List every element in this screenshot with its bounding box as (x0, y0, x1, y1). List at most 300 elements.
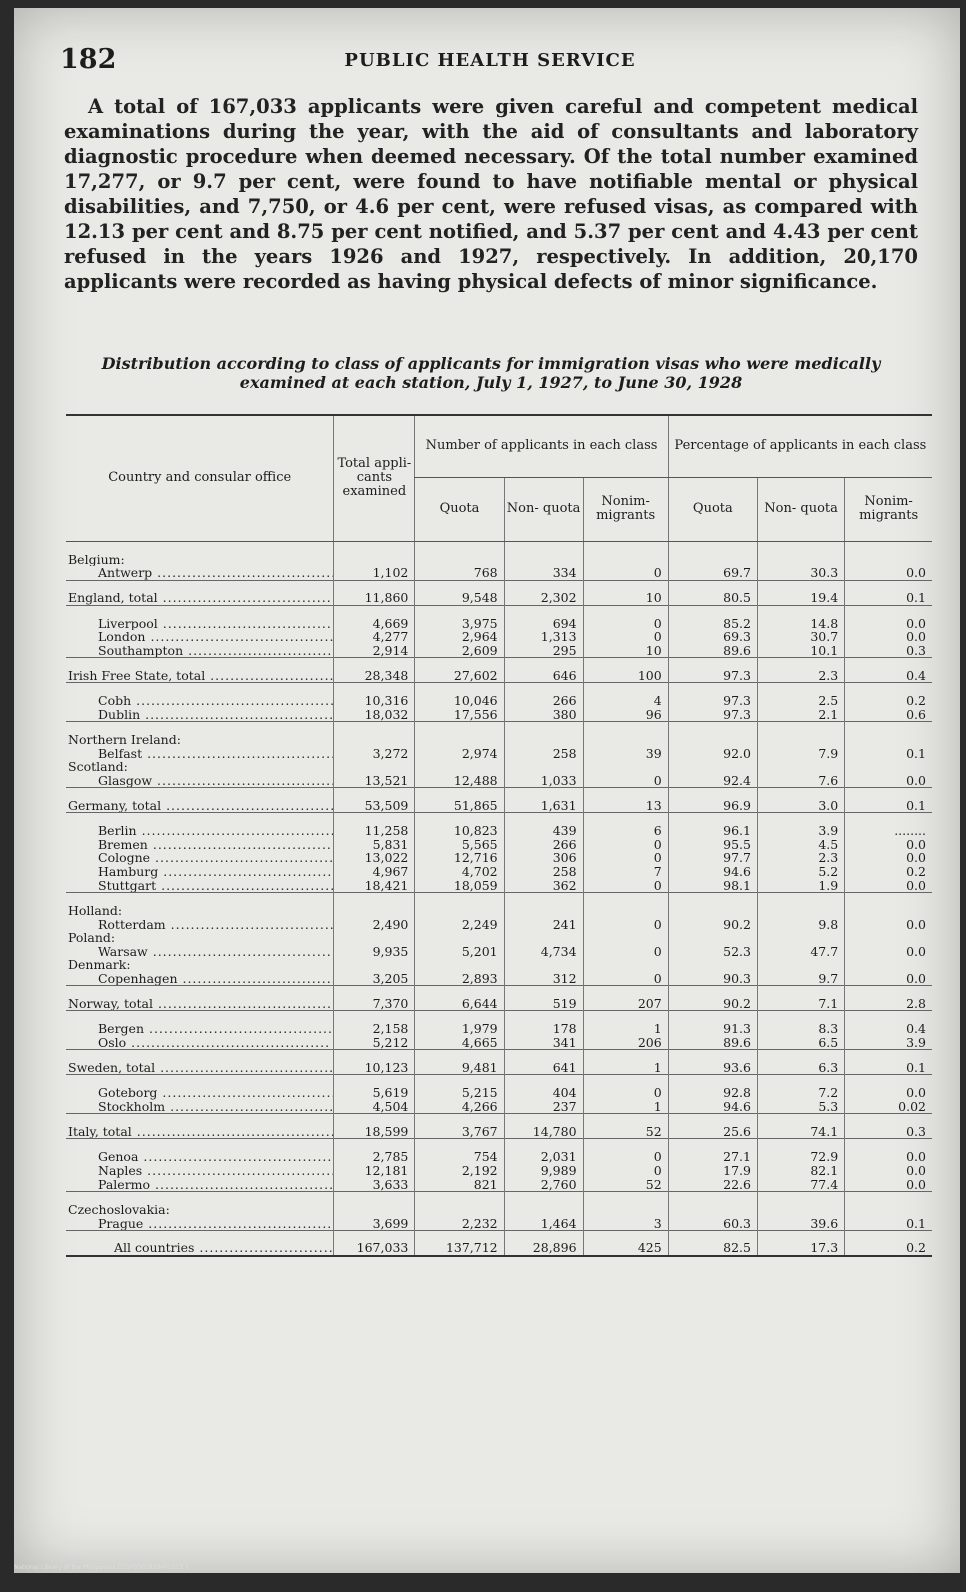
row-label (66, 1178, 334, 1192)
cell-total: 11,860 (334, 580, 415, 605)
cell-pq: 90.2 (668, 918, 757, 932)
table-row (66, 931, 932, 945)
row-label (66, 851, 334, 865)
row-label-text: Berlin ..... (98, 823, 334, 838)
row-label (66, 986, 334, 1011)
cell-quota: 1,979 (415, 1011, 504, 1036)
cell-nonquota: 2,302 (504, 580, 583, 605)
cell-total: 10,123 (334, 1050, 415, 1075)
cell-total (334, 722, 415, 747)
cell-pq: 80.5 (668, 580, 757, 605)
cell-pni: 0.0 (845, 605, 932, 630)
cell-pnq: 2.3 (757, 658, 844, 683)
cell-pni: 0.0 (845, 1178, 932, 1192)
cell-nonquota: 9,989 (504, 1164, 583, 1178)
cell-pni: 3.9 (845, 1036, 932, 1050)
row-label (66, 918, 334, 932)
cell-quota: 2,192 (415, 1164, 504, 1178)
cell-quota: 27,602 (415, 658, 504, 683)
header-pct-quota: Quota (668, 477, 757, 541)
cell-nonquota: 1,631 (504, 788, 583, 813)
cell-pnq: 77.4 (757, 1178, 844, 1192)
table-row (66, 918, 932, 932)
table-row (66, 851, 932, 865)
cell-pnq: 47.7 (757, 945, 844, 959)
cell-total: 167,033 (334, 1231, 415, 1256)
row-label-text: Naples ..... (98, 1164, 334, 1178)
cell-pq: 25.6 (668, 1114, 757, 1139)
cell-quota: 4,665 (415, 1036, 504, 1050)
table-row (66, 644, 932, 658)
cell-quota: 2,964 (415, 630, 504, 644)
cell-nonimm (583, 893, 668, 918)
cell-pq: 89.6 (668, 644, 757, 658)
cell-nonimm (583, 760, 668, 774)
row-label-text: Palermo ..... (98, 1178, 334, 1192)
cell-pnq: 9.7 (757, 972, 844, 986)
cell-pni: 0.3 (845, 644, 932, 658)
cell-pnq: 82.1 (757, 1164, 844, 1178)
cell-total: 2,158 (334, 1011, 415, 1036)
cell-total: 11,258 (334, 813, 415, 838)
cell-nonimm: 52 (583, 1178, 668, 1192)
cell-pnq: 17.3 (757, 1231, 844, 1256)
cell-pnq: 3.9 (757, 813, 844, 838)
table-row (66, 1178, 932, 1192)
table-row (66, 879, 932, 893)
cell-total: 2,785 (334, 1139, 415, 1164)
row-label (66, 1217, 334, 1231)
cell-total: 18,032 (334, 708, 415, 722)
cell-quota: 137,712 (415, 1231, 504, 1256)
cell-pq: 17.9 (668, 1164, 757, 1178)
row-label (66, 1231, 334, 1256)
cell-pni: ........ (845, 813, 932, 838)
cell-pni: 0.0 (845, 972, 932, 986)
cell-nonimm: 0 (583, 605, 668, 630)
cell-nonquota: 306 (504, 851, 583, 865)
cell-pnq: 9.8 (757, 918, 844, 932)
cell-pni: 0.1 (845, 1050, 932, 1075)
table-row (66, 1192, 932, 1217)
cell-nonquota: 404 (504, 1075, 583, 1100)
cell-pq (668, 1192, 757, 1217)
table-row (66, 986, 932, 1011)
cell-pni: 0.0 (845, 1139, 932, 1164)
row-label-text: Stuttgart ..... (98, 879, 334, 893)
cell-pnq (757, 760, 844, 774)
cell-quota: 5,201 (415, 945, 504, 959)
header-country: Country and consular office (66, 415, 334, 541)
cell-nonimm: 0 (583, 945, 668, 959)
row-label-text: Czechoslovakia: (68, 1202, 170, 1217)
cell-pni: 0.0 (845, 1075, 932, 1100)
header-group-number: Number of applicants in each class (415, 415, 668, 477)
cell-pni: 0.0 (845, 1164, 932, 1178)
cell-pq: 97.3 (668, 708, 757, 722)
cell-pnq: 2.1 (757, 708, 844, 722)
cell-quota: 2,893 (415, 972, 504, 986)
cell-pni: 0.0 (845, 838, 932, 852)
cell-pni: 0.6 (845, 708, 932, 722)
row-label (66, 760, 334, 774)
row-label-text: Poland: (68, 931, 116, 945)
table-row (66, 580, 932, 605)
cell-total: 7,370 (334, 986, 415, 1011)
header-nonquota: Non- quota (504, 477, 583, 541)
row-label-text: Northern Ireland: (68, 732, 181, 747)
cell-pq: 93.6 (668, 1050, 757, 1075)
cell-pq: 82.5 (668, 1231, 757, 1256)
cell-quota: 2,974 (415, 747, 504, 761)
row-label (66, 708, 334, 722)
cell-pnq: 7.2 (757, 1075, 844, 1100)
row-label-text: Stockholm ..... (98, 1100, 334, 1114)
cell-total: 4,967 (334, 865, 415, 879)
cell-total: 10,316 (334, 683, 415, 708)
cell-quota: 18,059 (415, 879, 504, 893)
cell-pni: 0.1 (845, 1217, 932, 1231)
cell-total: 28,348 (334, 658, 415, 683)
row-label (66, 774, 334, 788)
cell-total: 3,272 (334, 747, 415, 761)
header-total: Total appli- cants examined (334, 415, 415, 541)
table-row (66, 541, 932, 566)
cell-nonimm: 206 (583, 1036, 668, 1050)
row-label (66, 1164, 334, 1178)
cell-total: 3,699 (334, 1217, 415, 1231)
cell-pnq: 19.4 (757, 580, 844, 605)
row-label-text: Cologne ..... (98, 851, 334, 865)
cell-quota (415, 541, 504, 566)
row-label-text: Prague ..... (98, 1217, 334, 1231)
cell-pnq (757, 893, 844, 918)
cell-nonimm: 1 (583, 1050, 668, 1075)
table-row (66, 958, 932, 972)
cell-pni (845, 1192, 932, 1217)
cell-nonimm: 13 (583, 788, 668, 813)
cell-nonimm: 0 (583, 972, 668, 986)
table-row (66, 605, 932, 630)
row-label-text: Belgium: (68, 551, 125, 566)
cell-nonquota: 258 (504, 747, 583, 761)
cell-pni: 0.2 (845, 865, 932, 879)
cell-pni: 0.2 (845, 1231, 932, 1256)
cell-pnq: 7.1 (757, 986, 844, 1011)
row-label-text: Southampton ..... (98, 644, 334, 658)
table-row (66, 658, 932, 683)
cell-nonquota: 295 (504, 644, 583, 658)
row-label (66, 683, 334, 708)
row-label-text: Warsaw ..... (98, 945, 334, 959)
cell-quota: 5,215 (415, 1075, 504, 1100)
cell-total: 53,509 (334, 788, 415, 813)
cell-pnq: 2.5 (757, 683, 844, 708)
cell-total: 4,277 (334, 630, 415, 644)
row-label-text: Germany, total ..... (68, 798, 334, 813)
cell-pq (668, 541, 757, 566)
cell-nonquota: 646 (504, 658, 583, 683)
table-row (66, 774, 932, 788)
cell-quota: 2,232 (415, 1217, 504, 1231)
cell-pq (668, 931, 757, 945)
cell-pq (668, 958, 757, 972)
cell-pq: 97.3 (668, 683, 757, 708)
cell-total (334, 931, 415, 945)
table-row (66, 1139, 932, 1164)
table-row (66, 1100, 932, 1114)
cell-pni: 0.0 (845, 630, 932, 644)
page-header (60, 44, 920, 84)
cell-nonimm: 6 (583, 813, 668, 838)
row-label-text: Liverpool ..... (98, 616, 334, 631)
cell-pnq (757, 541, 844, 566)
cell-pq: 27.1 (668, 1139, 757, 1164)
cell-pnq: 30.3 (757, 566, 844, 580)
row-label (66, 1139, 334, 1164)
cell-quota: 10,823 (415, 813, 504, 838)
cell-nonimm: 10 (583, 580, 668, 605)
row-label (66, 630, 334, 644)
cell-pni: 0.2 (845, 683, 932, 708)
cell-quota (415, 760, 504, 774)
cell-total (334, 893, 415, 918)
row-label-text: Irish Free State, total ..... (68, 668, 334, 683)
cell-nonimm: 1 (583, 1100, 668, 1114)
cell-pq (668, 722, 757, 747)
cell-pni: 0.3 (845, 1114, 932, 1139)
cell-nonimm: 10 (583, 644, 668, 658)
cell-quota: 12,716 (415, 851, 504, 865)
cell-nonimm: 0 (583, 774, 668, 788)
cell-nonquota: 362 (504, 879, 583, 893)
table-row (66, 722, 932, 747)
row-label-text: Sweden, total ..... (68, 1060, 334, 1075)
cell-pnq (757, 958, 844, 972)
cell-quota: 9,481 (415, 1050, 504, 1075)
cell-nonquota: 519 (504, 986, 583, 1011)
cell-total: 9,935 (334, 945, 415, 959)
cell-total: 2,914 (334, 644, 415, 658)
cell-nonquota (504, 541, 583, 566)
cell-total (334, 541, 415, 566)
cell-nonimm (583, 722, 668, 747)
header-pct-nonimmigrants: Nonim- migrants (845, 477, 932, 541)
cell-nonquota: 14,780 (504, 1114, 583, 1139)
cell-pnq: 8.3 (757, 1011, 844, 1036)
row-label (66, 1036, 334, 1050)
row-label (66, 945, 334, 959)
cell-pnq: 6.3 (757, 1050, 844, 1075)
row-label-text: Glasgow ..... (98, 774, 334, 788)
row-label (66, 605, 334, 630)
cell-nonimm: 0 (583, 851, 668, 865)
table-row (66, 838, 932, 852)
cell-nonimm: 0 (583, 1075, 668, 1100)
cell-pni: 0.0 (845, 918, 932, 932)
cell-pnq: 7.9 (757, 747, 844, 761)
cell-total (334, 760, 415, 774)
row-label-text: London ..... (98, 630, 334, 644)
cell-pq: 98.1 (668, 879, 757, 893)
cell-quota: 17,556 (415, 708, 504, 722)
cell-nonimm (583, 958, 668, 972)
cell-nonimm: 0 (583, 1139, 668, 1164)
cell-pni (845, 931, 932, 945)
cell-pni: 2.8 (845, 986, 932, 1011)
cell-pq: 52.3 (668, 945, 757, 959)
row-label (66, 1114, 334, 1139)
cell-quota (415, 958, 504, 972)
cell-nonquota: 380 (504, 708, 583, 722)
cell-pni (845, 958, 932, 972)
cell-quota (415, 1192, 504, 1217)
cell-pq: 89.6 (668, 1036, 757, 1050)
cell-nonimm: 7 (583, 865, 668, 879)
cell-nonquota: 312 (504, 972, 583, 986)
cell-total: 1,102 (334, 566, 415, 580)
cell-total: 3,205 (334, 972, 415, 986)
row-label-text: Bremen ..... (98, 838, 334, 852)
row-label-text: Dublin ..... (98, 708, 334, 722)
cell-total: 18,599 (334, 1114, 415, 1139)
table-row (66, 747, 932, 761)
cell-total: 18,421 (334, 879, 415, 893)
cell-nonquota (504, 931, 583, 945)
cell-pni: 0.0 (845, 879, 932, 893)
cell-nonquota: 1,033 (504, 774, 583, 788)
cell-nonquota: 266 (504, 838, 583, 852)
cell-total: 2,490 (334, 918, 415, 932)
cell-quota: 10,046 (415, 683, 504, 708)
row-label (66, 1050, 334, 1075)
row-label (66, 838, 334, 852)
cell-nonimm (583, 541, 668, 566)
table-row (66, 865, 932, 879)
cell-pni: 0.0 (845, 945, 932, 959)
cell-pnq: 10.1 (757, 644, 844, 658)
header-pct-nonquota: Non- quota (757, 477, 844, 541)
cell-total: 13,521 (334, 774, 415, 788)
table-row (66, 972, 932, 986)
row-label-text: Bergen ..... (98, 1021, 334, 1036)
table-row (66, 630, 932, 644)
cell-total: 13,022 (334, 851, 415, 865)
cell-nonimm: 0 (583, 566, 668, 580)
table-row (66, 1164, 932, 1178)
row-label-text: England, total ..... (68, 590, 334, 605)
cell-total (334, 958, 415, 972)
cell-quota: 5,565 (415, 838, 504, 852)
row-label (66, 813, 334, 838)
cell-pq: 92.0 (668, 747, 757, 761)
cell-nonimm: 4 (583, 683, 668, 708)
row-label-text: Belfast ..... (98, 747, 334, 761)
table-row (66, 1036, 932, 1050)
cell-pq: 96.1 (668, 813, 757, 838)
cell-pni (845, 722, 932, 747)
cell-nonquota (504, 760, 583, 774)
cell-pq: 69.7 (668, 566, 757, 580)
running-head: PUBLIC HEALTH SERVICE (344, 50, 636, 71)
cell-quota (415, 931, 504, 945)
cell-nonimm (583, 931, 668, 945)
row-label-text: Scotland: (68, 760, 128, 774)
cell-pnq: 4.5 (757, 838, 844, 852)
row-label-text: Holland: (68, 903, 123, 918)
cell-total (334, 1192, 415, 1217)
row-label (66, 865, 334, 879)
cell-nonquota (504, 958, 583, 972)
cell-nonimm: 0 (583, 630, 668, 644)
cell-nonimm: 0 (583, 918, 668, 932)
cell-nonimm: 52 (583, 1114, 668, 1139)
cell-pni (845, 893, 932, 918)
cell-pq: 96.9 (668, 788, 757, 813)
cell-pq: 94.6 (668, 1100, 757, 1114)
cell-nonimm: 207 (583, 986, 668, 1011)
cell-pq: 85.2 (668, 605, 757, 630)
cell-pnq (757, 931, 844, 945)
cell-pnq (757, 1192, 844, 1217)
cell-pq (668, 893, 757, 918)
row-label (66, 893, 334, 918)
row-label-text: Hamburg ..... (98, 865, 334, 879)
table-row (66, 566, 932, 580)
cell-pq: 90.3 (668, 972, 757, 986)
cell-nonimm: 425 (583, 1231, 668, 1256)
table-caption: Distribution according to class of applicants for immigration visas who were medically examined at each station, July 1, 1927, to June 30, 1928 (101, 354, 881, 392)
cell-pnq (757, 722, 844, 747)
cell-nonquota (504, 722, 583, 747)
row-label (66, 658, 334, 683)
cell-nonquota: 1,313 (504, 630, 583, 644)
row-label (66, 1075, 334, 1100)
cell-quota: 12,488 (415, 774, 504, 788)
cell-total: 5,831 (334, 838, 415, 852)
cell-nonimm (583, 1192, 668, 1217)
row-label (66, 931, 334, 945)
cell-pni: 0.02 (845, 1100, 932, 1114)
cell-nonquota: 2,031 (504, 1139, 583, 1164)
row-label (66, 566, 334, 580)
row-label-text: Oslo ..... (98, 1036, 330, 1050)
row-label-text: All countries ..... (114, 1240, 334, 1255)
cell-pni (845, 541, 932, 566)
row-label (66, 1192, 334, 1217)
table-row (66, 945, 932, 959)
cell-pq: 92.4 (668, 774, 757, 788)
cell-pnq: 3.0 (757, 788, 844, 813)
cell-nonimm: 96 (583, 708, 668, 722)
cell-pni: 0.0 (845, 774, 932, 788)
table-body (66, 541, 932, 1256)
cell-pni (845, 760, 932, 774)
cell-pnq: 5.3 (757, 1100, 844, 1114)
cell-nonimm: 39 (583, 747, 668, 761)
table-row (66, 760, 932, 774)
cell-pnq: 14.8 (757, 605, 844, 630)
row-label (66, 722, 334, 747)
row-label-text: Italy, total ..... (68, 1124, 334, 1139)
cell-pni: 0.1 (845, 580, 932, 605)
cell-total: 5,619 (334, 1075, 415, 1100)
cell-nonimm: 1 (583, 1011, 668, 1036)
row-label (66, 1011, 334, 1036)
cell-nonimm: 100 (583, 658, 668, 683)
cell-nonquota: 178 (504, 1011, 583, 1036)
cell-nonimm: 0 (583, 879, 668, 893)
